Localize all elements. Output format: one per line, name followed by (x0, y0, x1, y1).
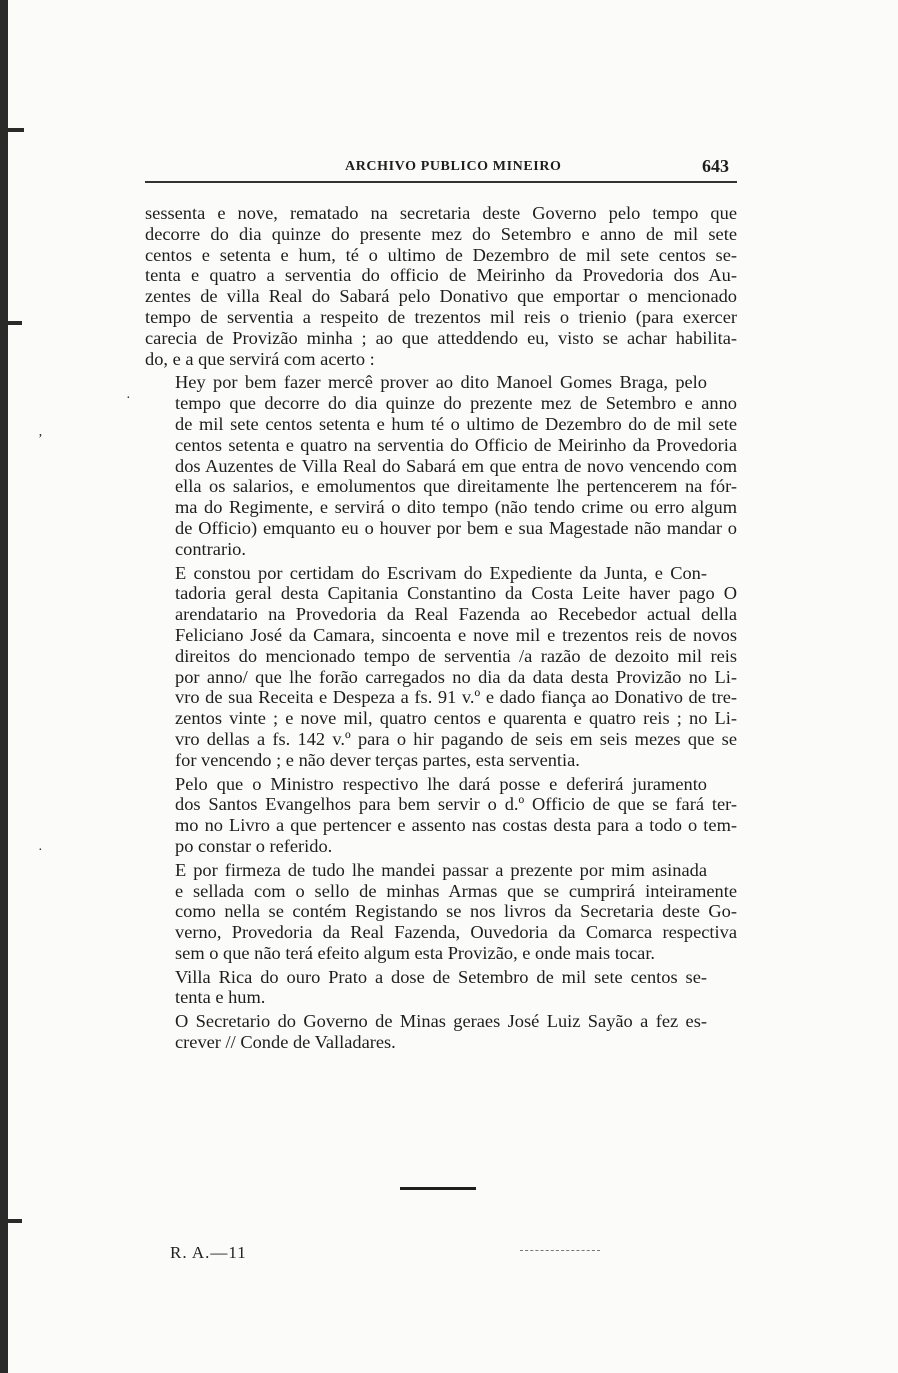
paragraph (145, 1011, 737, 1053)
text-line: ella os salarios, e emolumentos que direitamente lhe pertencerem na fór- (175, 476, 737, 497)
paragraph (145, 860, 737, 964)
text-line: Feliciano José da Camara, sincoenta e nove mil e trezentos reis de novos (175, 624, 737, 645)
signature-mark: R. A.—11 (170, 1243, 247, 1262)
text-line: ma do Regimente, e servirá o dito tempo (não tendo crime ou erro algum (175, 497, 737, 518)
margin-speck: · (38, 843, 43, 858)
edge-mark (8, 128, 24, 132)
text-line: tenta e quatro a serventia do officio de Meirinho da Provedoria dos Au- (145, 265, 737, 286)
text-line: zentos vinte ; e nove mil, quatro centos e quarenta e quatro reis ; no Li- (175, 708, 737, 729)
text-line: dos Santos Evangelhos para bem servir o d.º Officio de que se fará ter- (175, 794, 737, 815)
text-line: contrario. (175, 538, 246, 559)
text-line: verno, Provedoria da Real Fazenda, Ouvedoria da Comarca respectiva (175, 922, 737, 943)
text-line: sem o que não terá efeito algum esta Provizão, e onde mais tocar. (175, 942, 656, 963)
text-line: E por firmeza de tudo lhe mandei passar a prezente por mim asinada (175, 859, 707, 880)
text-line: Villa Rica do ouro Prato a dose de Setembro de mil sete centos se- (175, 966, 707, 987)
text-line: zentes de villa Real do Sabará pelo Donativo que emportar o mencionado (145, 286, 737, 307)
text-line: direitos do mencionado tempo de serventia /a razão de dezoito mil reis (175, 645, 737, 666)
text-line: Hey por bem fazer mercê prover ao dito Manoel Gomes Braga, pelo (175, 372, 707, 393)
text-line: de mil sete centos setenta e hum té o ultimo de Dezembro do de mil sete (175, 413, 737, 434)
edge-mark (8, 1219, 22, 1223)
text-line: Pelo que o Ministro respectivo lhe dará posse e deferirá juramento (175, 773, 707, 794)
header-title: ARCHIVO PUBLICO MINEIRO (345, 159, 562, 174)
text-line: centos e setenta e hum, té o ultimo de Dezembro de mil sete centos se- (145, 244, 737, 265)
header-rule (145, 181, 737, 183)
text-line: carecia de Provizão minha ; ao que atteddendo eu, visto se achar habilita- (145, 327, 737, 348)
text-line: vro de sua Receita e Despeza a fs. 91 v.º e dado fiança ao Donativo de tre- (175, 687, 737, 708)
text-line: dos Auzentes de Villa Real do Sabará em que entra de novo vencendo com (175, 455, 737, 476)
text-line: sessenta e nove, rematado na secretaria deste Governo pelo tempo que (145, 203, 737, 223)
text-line: tenta e hum. (175, 987, 266, 1008)
page-number: 643 (702, 156, 729, 176)
closing-rule (400, 1187, 476, 1190)
text-line: E constou por certidam do Escrivam do Expediente da Junta, e Con- (175, 562, 707, 583)
paragraph (145, 563, 737, 771)
text-line: po constar o referido. (175, 835, 333, 856)
paragraph (145, 967, 737, 1009)
text-line: decorre do dia quinze do presente mez do Setembro e anno de mil sete (145, 223, 737, 244)
text-line: e sellada com o sello de minhas Armas que se cumprirá inteiramente (175, 880, 737, 901)
paragraph (145, 774, 737, 857)
text-line: for vencendo ; e não dever terças partes, esta serventia. (175, 749, 580, 770)
text-line: de Officio) emquanto eu o houver por bem e sua Magestade não mandar o (175, 517, 737, 538)
margin-speck: · (126, 391, 131, 406)
text-line: arendatario na Provedoria da Real Fazenda ao Recebedor actual della (175, 604, 737, 625)
paragraph (145, 372, 737, 559)
text-line: do, e a que servirá com acerto : (145, 348, 375, 369)
text-line: como nella se contém Registando se nos livros da Secretaria deste Go- (175, 901, 737, 922)
paragraph (145, 203, 737, 369)
footer-dash (520, 1250, 600, 1251)
text-line: mo no Livro a que pertencer e assento nas costas desta para a todo o tem- (175, 815, 737, 836)
running-header (145, 156, 737, 180)
text-line: centos setenta e quatro na serventia do Officio de Meirinho da Provedoria (175, 434, 737, 455)
text-line: por anno/ que lhe forão carregados no dia da data desta Provizão no Li- (175, 666, 737, 687)
text-line: crever // Conde de Valladares. (175, 1032, 396, 1053)
text-line: tadoria geral desta Capitania Constantino da Costa Leite haver pago O (175, 583, 737, 604)
text-line: tempo que decorre do dia quinze do prezente mez de Setembro e anno (175, 393, 737, 414)
margin-speck: ʼ (38, 432, 43, 447)
page-edge (0, 0, 8, 1373)
document-body (145, 203, 737, 1056)
text-line: O Secretario do Governo de Minas geraes José Luiz Sayão a fez es- (175, 1011, 707, 1032)
text-line: tempo de serventia a respeito de trezentos mil reis o trienio (para exercer (145, 306, 737, 327)
edge-mark (8, 321, 22, 325)
text-line: vro dellas a fs. 142 v.º para o hir pagando de seis em seis mezes que se (175, 728, 737, 749)
